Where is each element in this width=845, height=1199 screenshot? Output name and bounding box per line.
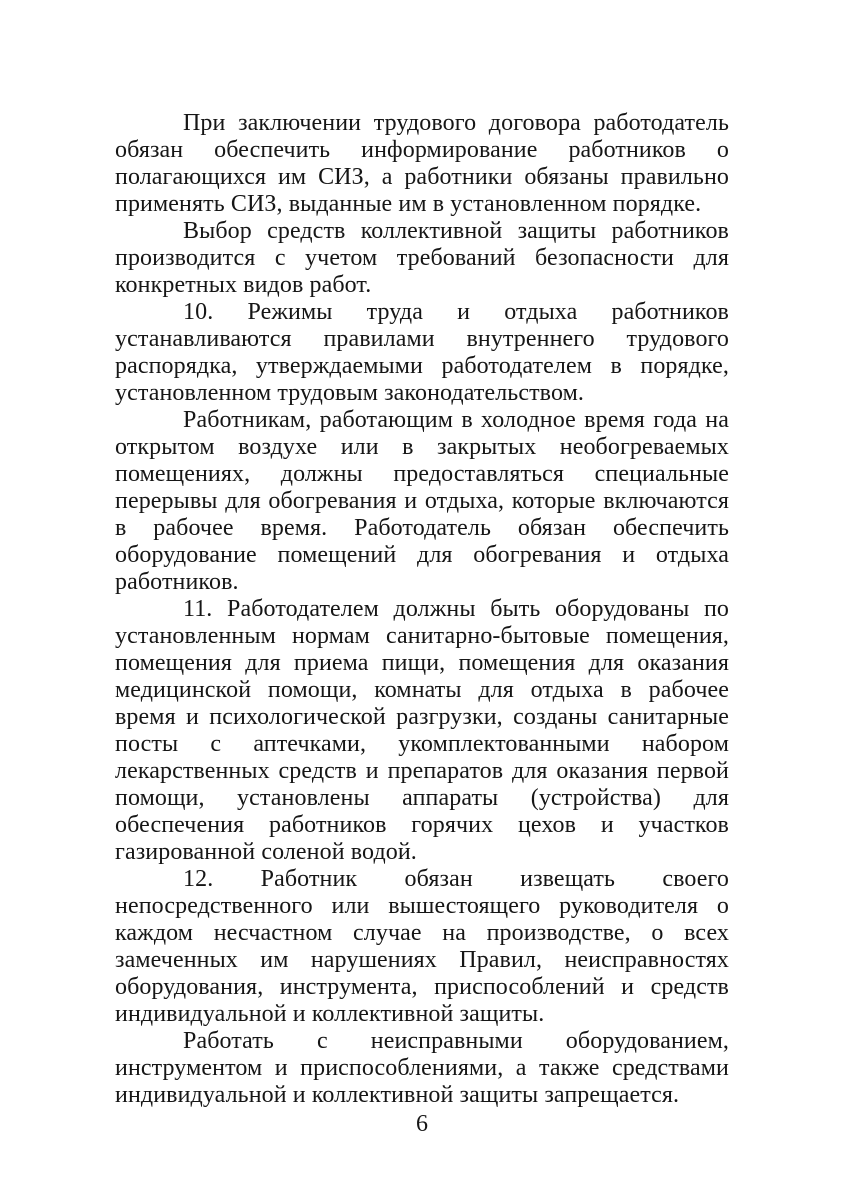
paragraph-6: 12. Работник обязан извещать своего непосредственного или вышестоящего руководителя о каждом несчастном случае на производстве, о всех замеченных им нарушениях Правил, неисправностях оборудования, инструмента, приспособлений и средств индивидуальной и коллективной защиты. [115,866,729,1027]
page-body [115,110,729,1138]
paragraph-1: При заключении трудового договора работодатель обязан обеспечить информирование работников о полагающихся им СИЗ, а работники обязаны правильно применять СИЗ, выданные им в установленном порядке. [115,110,729,217]
paragraph-5: 11. Работодателем должны быть оборудованы по установленным нормам санитарно-бытовые помещения, помещения для приема пищи, помещения для оказания медицинской помощи, комнаты для отдыха в рабочее время и психологической разгрузки, созданы санитарные посты с аптечками, укомплектованными набором лекарственных средств и препаратов для оказания первой помощи, установлены аппараты (устройства) для обеспечения работников горячих цехов и участков газированной соленой водой. [115,596,729,865]
page-number: 6 [416,1111,428,1137]
paragraph-3: 10. Режимы труда и отдыха работников устанавливаются правилами внутреннего трудового распорядка, утверждаемыми работодателем в порядке, установленном трудовым законодательством. [115,299,729,406]
paragraph-2: Выбор средств коллективной защиты работников производится с учетом требований безопасности для конкретных видов работ. [115,218,729,298]
paragraph-7: Работать с неисправными оборудованием, инструментом и приспособлениями, а также средствами индивидуальной и коллективной защиты запрещается. [115,1028,729,1108]
paragraph-4: Работникам, работающим в холодное время года на открытом воздухе или в закрытых необогреваемых помещениях, должны предоставляться специальные перерывы для обогревания и отдыха, которые включаются в рабочее время. Работодатель обязан обеспечить оборудование помещений для обогревания и отдыха работников. [115,407,729,595]
